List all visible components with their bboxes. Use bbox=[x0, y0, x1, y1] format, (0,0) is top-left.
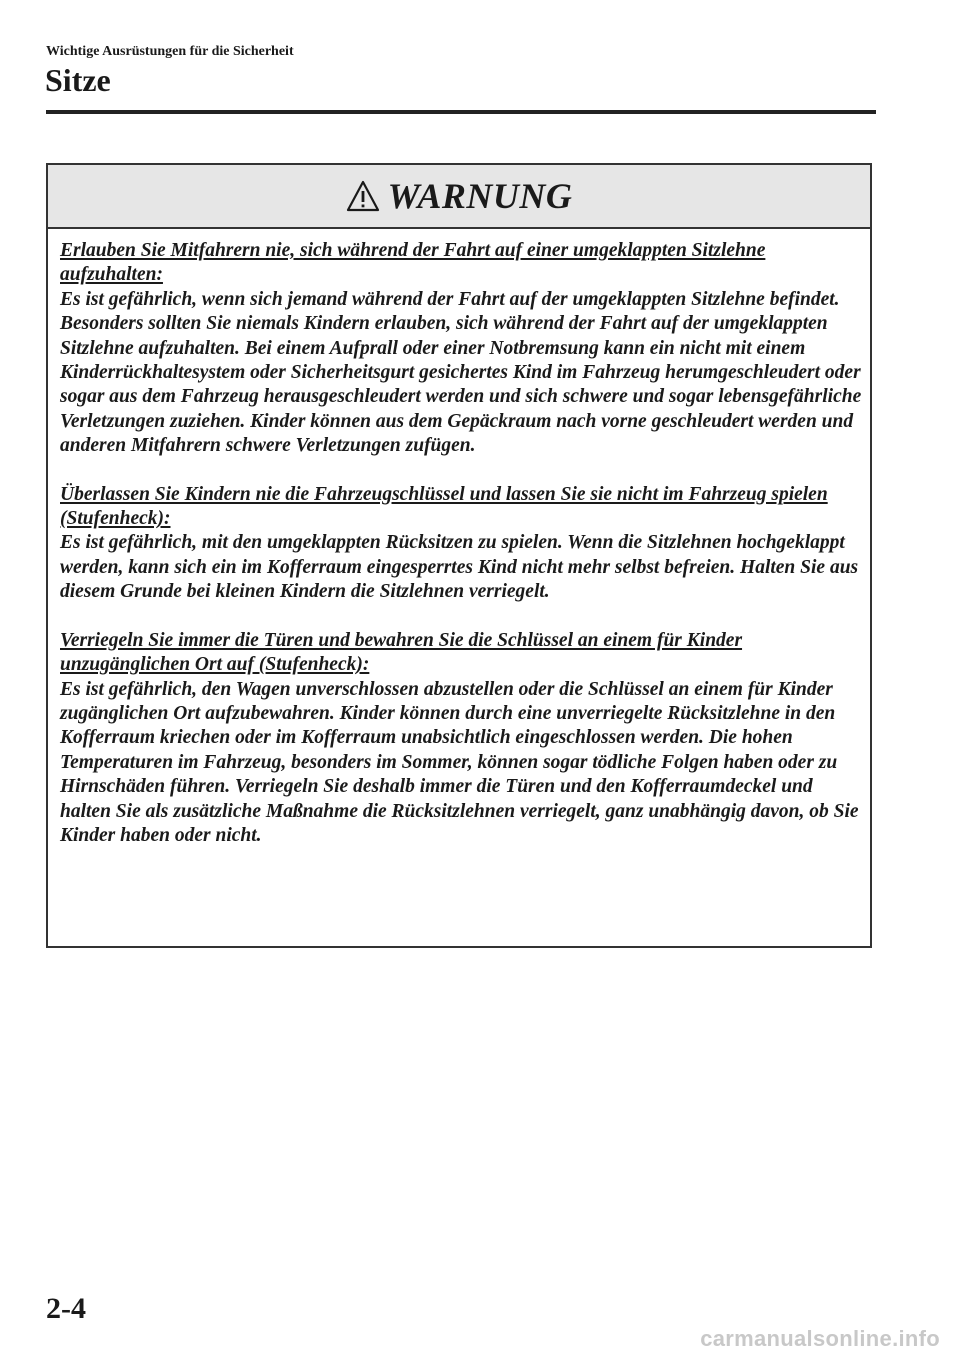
section-text: Es ist gefährlich, wenn sich jemand während der Fahrt auf der umgeklappten Sitzlehne befindet. Besonders sollten Sie niemals Kindern erlauben, sich während der Fahrt auf der umgeklappten Sitzlehne aufzuhalten. Bei einem Aufprall oder einer Notbremsung kann ein nicht mit einem Kinderrückhaltesystem oder Sicherheitsgurt gesichertes Kind im Fahrzeug herumgeschleudert oder sogar aus dem Fahrzeug herausgeschleudert werden und sich schwere und sogar lebensgefährliche Verletzungen zuziehen. Kinder können aus dem Gepäckraum nach vorne geschleudert werden und anderen Mitfahrern schwere Verletzungen zufügen. bbox=[60, 288, 862, 457]
section-text: Es ist gefährlich, den Wagen unverschlossen abzustellen oder die Schlüssel an einem für Kinder zugänglichen Ort aufzubewahren. Kinder können durch eine unverriegelte Rücksitzlehne in den Kofferraum kriechen oder im Kofferraum unabsichtlich eingeschlossen werden. Die hohen Temperaturen im Fahrzeug, besonders im Sommer, können sogar tödliche Folgen haben oder zu Hirnschäden führen. Verriegeln Sie deshalb immer die Türen und den Kofferraumdeckel und halten Sie als zusätzliche Maßnahme die Rücksitzlehnen verriegelt, ganz unabhängig davon, ob Sie Kinder haben oder nicht. bbox=[60, 678, 859, 846]
warning-triangle-icon bbox=[346, 180, 380, 212]
page-title: Sitze bbox=[45, 62, 111, 98]
section-heading: Überlassen Sie Kindern nie die Fahrzeugschlüssel und lassen Sie sie nicht im Fahrzeug spielen (Stufenheck): bbox=[60, 483, 828, 530]
warning-body bbox=[48, 229, 870, 848]
breadcrumb: Wichtige Ausrüstungen für die Sicherheit bbox=[46, 44, 294, 59]
title-rule bbox=[46, 110, 876, 114]
warning-section bbox=[60, 483, 862, 605]
warning-header bbox=[48, 165, 870, 229]
warning-section bbox=[60, 629, 862, 849]
warning-section bbox=[60, 239, 862, 459]
page-number: 2-4 bbox=[46, 1292, 86, 1325]
watermark-link[interactable]: carmanualsonline.info bbox=[700, 1326, 940, 1351]
section-text: Es ist gefährlich, mit den umgeklappten Rücksitzen zu spielen. Wenn die Sitzlehnen hochgeklappt werden, kann sich ein im Kofferraum eingesperrtes Kind nicht mehr selbst befreien. Halten Sie aus diesem Grunde bei kleinen Kindern die Sitzlehnen verriegelt. bbox=[60, 532, 859, 603]
section-heading: Erlauben Sie Mitfahrern nie, sich während der Fahrt auf einer umgeklappten Sitzlehne aufzuhalten: bbox=[60, 240, 766, 286]
section-heading: Verriegeln Sie immer die Türen und bewahren Sie die Schlüssel an einem für Kinder unzugänglichen Ort auf (Stufenheck): bbox=[60, 629, 743, 676]
warning-title: WARNUNG bbox=[387, 176, 573, 216]
warning-box bbox=[46, 163, 872, 948]
